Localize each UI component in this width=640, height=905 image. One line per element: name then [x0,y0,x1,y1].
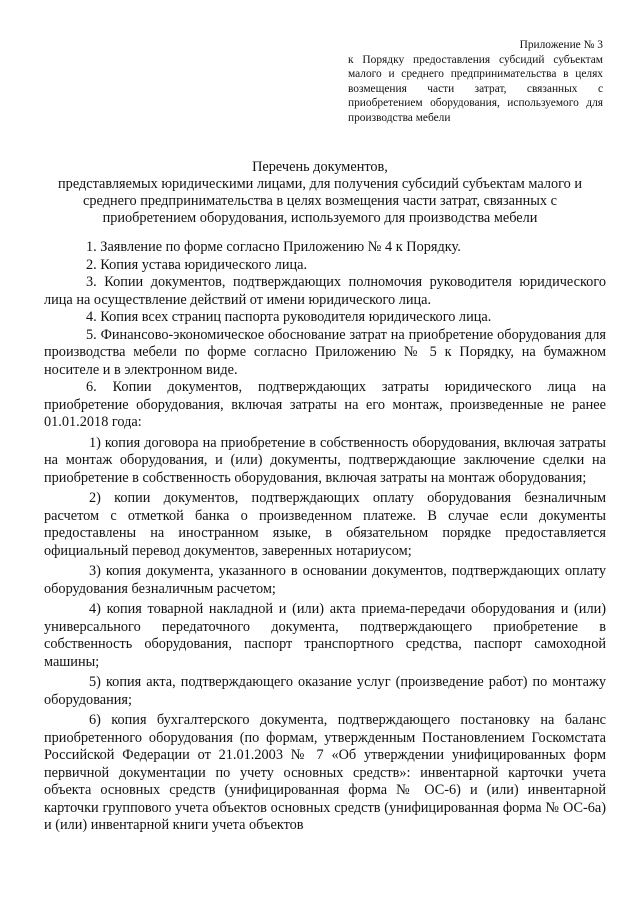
sub-item-2: 2) копии документов, подтверждающих оплату оборудования безналичным расчетом с отметкой банка о произведенном платеже. В случае если документы предоставлены на иностранном языке, в обязательном порядке предоставляется официальный перевод документов, заверенных нотариусом; [44,490,606,559]
list-item-1: 1. Заявление по форме согласно Приложению № 4 к Порядку. [86,239,461,255]
documents-list [44,239,606,835]
list-item-4: 4. Копия всех страниц паспорта руководителя юридического лица. [86,309,492,325]
annex-header [348,38,603,126]
sub-item-1: 1) копия договора на приобретение в собственность оборудования, включая затраты на монтаж оборудования, и (или) документы, подтверждающие заключение сделки на приобретение в собственность оборудования, включая затраты на монтаж оборудования; [44,434,606,486]
list-item-3: 3. Копии документов, подтверждающих полномочия руководителя юридического лица на осуществление действий от имени юридического лица. [44,274,606,308]
document-subtitle: представляемых юридическими лицами, для получения субсидий субъектам малого и среднего предпринимательства в целях возмещения части затрат, связанных с приобретением оборудования, используемого для производства мебели [58,176,582,227]
annex-number: Приложение № 3 [519,39,603,51]
annex-reference: к Порядку предоставления субсидий субъектам малого и среднего предпринимательства в целях возмещения части затрат, связанных с приобретением оборудования, используемого для производства мебели [348,53,603,124]
document-title: Перечень документов, [252,159,388,175]
list-item-2: 2. Копия устава юридического лица. [86,256,308,273]
sub-item-3: 3) копия документа, указанного в основании документов, подтверждающих оплату оборудования безналичным расчетом; [44,563,606,597]
list-item-5: 5. Финансово-экономическое обоснование затрат на приобретение оборудования для производства мебели по форме согласно Приложению № 5 к Порядку, на бумажном носителе и в электронном виде. [44,326,606,378]
sub-item-6: 6) копия бухгалтерского документа, подтверждающего постановку на баланс приобретенного оборудования (по формам, утвержденным Постановлением Госкомстата Российской Федерации от 21.01.2003 № 7 «Об утверждении унифицированных форм первичной документации по учету основных средств»: инвентарной карточки учета объекта основных средств (унифицированная форма № ОС-6) и (или) инвентарной карточки группового учета объектов основных средств (унифицированная форма № ОС-6а) и (или) инвентарной книги учета объектов [44,712,606,833]
list-item-6: 6. Копии документов, подтверждающих затраты юридического лица на приобретение оборудования, включая затраты на его монтаж, произведенные не ранее 01.01.2018 года: [44,379,606,430]
sub-item-4: 4) копия товарной накладной и (или) акта приема-передачи оборудования и (или) универсального передаточного документа, подтверждающего приобретение в собственность оборудования, паспорт транспортного средства, паспорт самоходной машины; [44,601,606,670]
sub-item-5: 5) копия акта, подтверждающего оказание услуг (произведение работ) по монтажу оборудования; [44,674,606,708]
